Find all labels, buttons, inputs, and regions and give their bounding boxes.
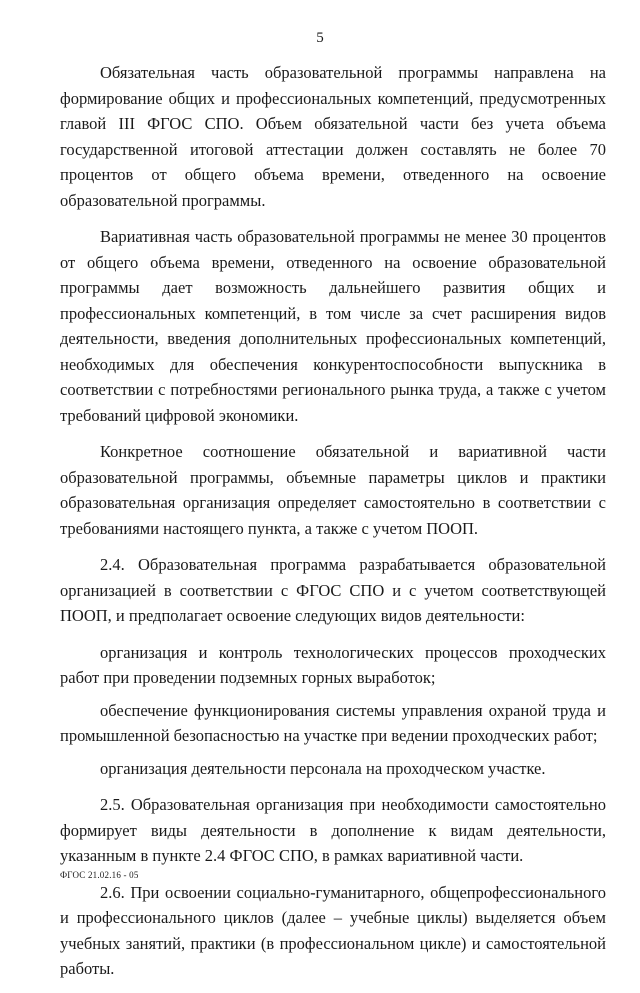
paragraph-2-4: 2.4. Образовательная программа разрабатывается образовательной организацией в соответствии с ФГОС СПО и с учетом соответствующей ПООП, и предполагает освоение следующих видов деятельности: [60, 555, 606, 625]
paragraph-variable-part: Вариативная часть образовательной программы не менее 30 процентов от общего объема времени, отведенного на освоение образовательной программы дает возможность дальнейшего развития общих и профессиональных компетенций, в том числе за счет расширения видов деятельности, введения дополнительных профессиональных компетенций, необходимых для обеспечения конкурентоспособности выпускника в соответствии с потребностями регионального рынка труда, а также с учетом требований цифровой экономики. [60, 227, 606, 425]
paragraph-2-6: 2.6. При освоении социально-гуманитарного, общепрофессионального и профессионального циклов (далее – учебные циклы) выделяется объем учебных занятий, практики (в профессиональном цикле) и самостоятельной работы. [60, 882, 606, 978]
activity-item-3: организация деятельности персонала на проходческом участке. [100, 758, 546, 778]
document-footer-code: ФГОС 21.02.16 - 05 [60, 870, 139, 880]
paragraph-ratio: Конкретное соотношение обязательной и вариативной части образовательной программы, объемные параметры циклов и практики образовательная организация определяет самостоятельно в соответствии с требованиями настоящего пункта, а также с учетом ПООП. [60, 442, 606, 538]
activity-item-1: организация и контроль технологических процессов проходческих работ при проведении подземных горных выработок; [60, 642, 606, 687]
paragraph-mandatory-part: Обязательная часть образовательной программы направлена на формирование общих и профессиональных компетенций, предусмотренных главой III ФГОС СПО. Объем обязательной части без учета объема государственной итоговой аттестации должен составлять не более 70 процентов от общего объема времени, отведенного на освоение образовательной программы. [60, 63, 606, 210]
activity-item-2: обеспечение функционирования системы управления охраной труда и промышленной безопасностью на участке при ведении проходческих работ; [60, 700, 606, 745]
body-text [60, 60, 606, 993]
page-number: 5 [316, 30, 324, 46]
paragraph-2-5: 2.5. Образовательная организация при необходимости самостоятельно формирует виды деятельности в дополнение к видам деятельности, указанным в пункте 2.4 ФГОС СПО, в рамках вариативной части. [60, 795, 606, 865]
